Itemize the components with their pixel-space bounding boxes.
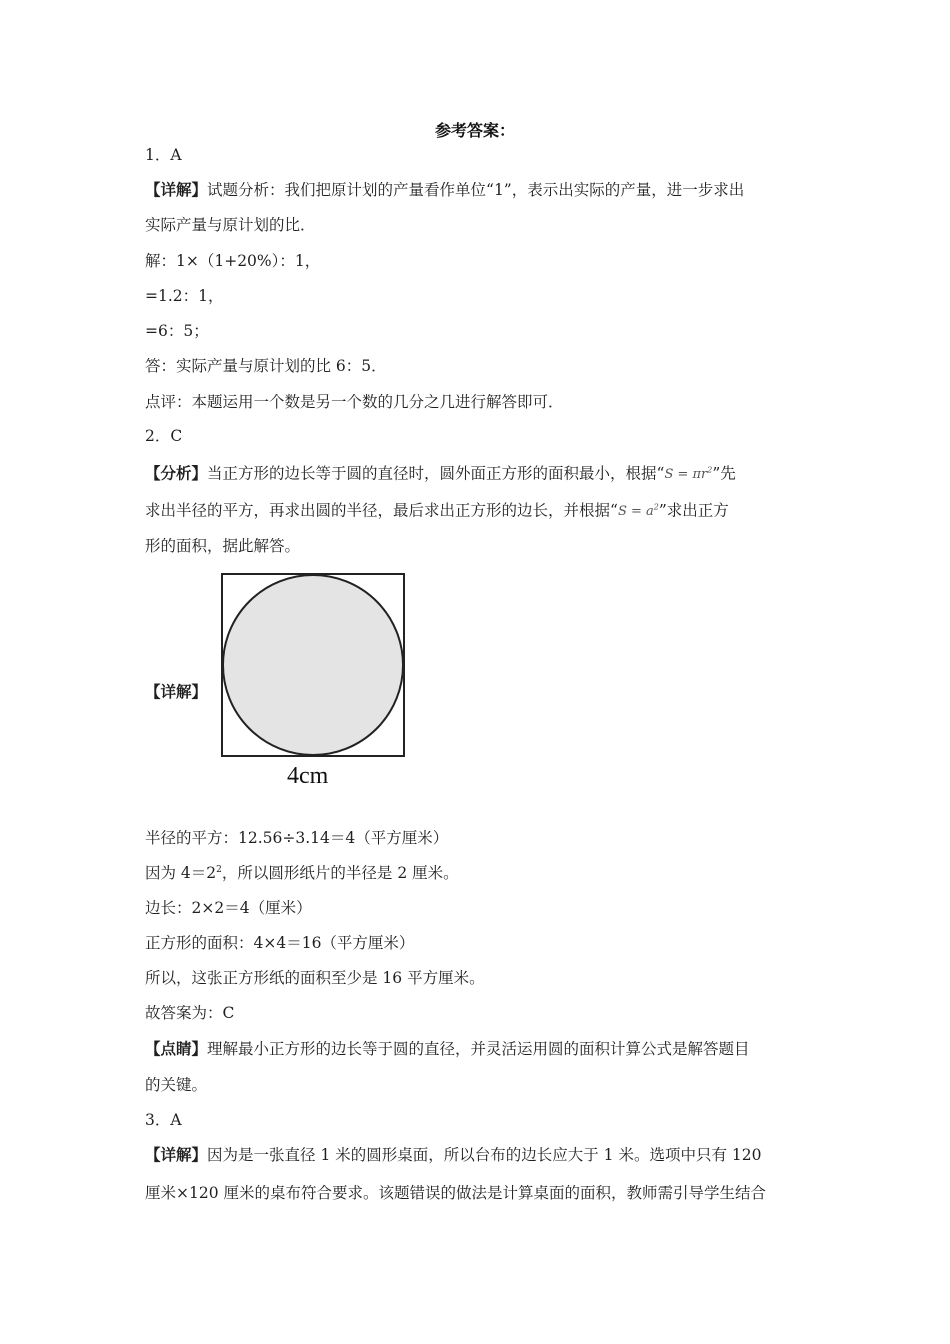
q2-tip-line-1 — [145, 1039, 750, 1059]
q2-step-3: 边长：2×2＝4（厘米） — [145, 899, 312, 917]
circle-in-square-figure — [220, 572, 406, 758]
q2-tip-text-1: 理解最小正方形的边长等于圆的直径，并灵活运用圆的面积计算公式是解答题目 — [207, 1040, 750, 1058]
q3-detail-line-1 — [145, 1145, 761, 1165]
q1-step-2: =1.2：1， — [145, 287, 224, 305]
square-area-formula — [618, 504, 659, 519]
q2-step-4: 正方形的面积：4×4＝16（平方厘米） — [145, 934, 415, 952]
q1-detail-line-1 — [145, 180, 744, 200]
q2-analysis-label: 【分析】 — [145, 463, 208, 483]
figure-side-label: 4cm — [287, 763, 329, 789]
q2-step-1: 半径的平方：12.56÷3.14＝4（平方厘米） — [145, 829, 449, 847]
q2-step-2b: ，所以圆形纸片的半径是 2 厘米。 — [221, 864, 459, 882]
q2-analysis-line-1 — [145, 461, 736, 485]
square-formula-exp: 2 — [653, 503, 659, 512]
q2-tip-label: 【点睛】 — [145, 1039, 208, 1058]
q2-detail-label: 【详解】 — [145, 682, 208, 701]
q2-analysis-line-3: 形的面积，据此解答。 — [145, 537, 301, 555]
q2-answer: 2．C — [145, 427, 183, 445]
q2-analysis-text-1b: ”先 — [712, 464, 736, 483]
circle-shape — [223, 575, 403, 755]
q1-step-1: 解：1×（1+20%）：1， — [145, 252, 321, 270]
q1-comment: 点评：本题运用一个数是另一个数的几分之几进行解答即可． — [145, 393, 564, 411]
q3-detail-label: 【详解】 — [145, 1145, 208, 1164]
circle-formula-exp: 2 — [707, 466, 713, 475]
q2-tip-line-2: 的关键。 — [145, 1076, 208, 1094]
q1-answer-line: 答：实际产量与原计划的比 6：5． — [145, 357, 387, 375]
q2-step-2a: 因为 4＝2 — [145, 864, 217, 882]
q2-step-5: 所以，这张正方形纸的面积至少是 16 平方厘米。 — [145, 969, 485, 987]
q3-detail-text-1: 因为是一张直径 1 米的圆形桌面，所以台布的边长应大于 1 米。选项中只有 120 — [207, 1146, 762, 1164]
q1-detail-line-2: 实际产量与原计划的比． — [145, 216, 316, 234]
q2-step-2 — [145, 863, 459, 883]
q2-analysis-text-1a: 当正方形的边长等于圆的直径时，圆外面正方形的面积最小，根据“ — [207, 464, 665, 483]
q1-detail-label: 【详解】 — [145, 180, 208, 199]
q1-detail-text-1: 试题分析：我们把原计划的产量看作单位“1”，表示出实际的产量，进一步求出 — [207, 181, 745, 199]
page-title: 参考答案： — [434, 121, 515, 140]
q1-step-3: =6：5； — [145, 322, 209, 340]
q3-detail-line-2: 厘米×120 厘米的桌布符合要求。该题错误的做法是计算桌面的面积，教师需引导学生结合 — [145, 1184, 767, 1202]
q1-answer: 1．A — [145, 146, 182, 164]
q3-answer: 3．A — [145, 1111, 182, 1129]
q2-analysis-text-2b: ”求出正方 — [658, 501, 729, 520]
square-formula-text: S = a — [617, 504, 654, 520]
q2-analysis-line-2 — [145, 498, 729, 522]
q2-step-2-exp: 2 — [216, 864, 222, 875]
circle-area-formula — [664, 467, 712, 482]
circle-formula-text: S = πr — [664, 467, 708, 483]
q2-step-6: 故答案为：C — [145, 1004, 235, 1022]
q2-analysis-text-2a: 求出半径的平方，再求出圆的半径，最后求出正方形的边长，并根据“ — [145, 501, 618, 520]
